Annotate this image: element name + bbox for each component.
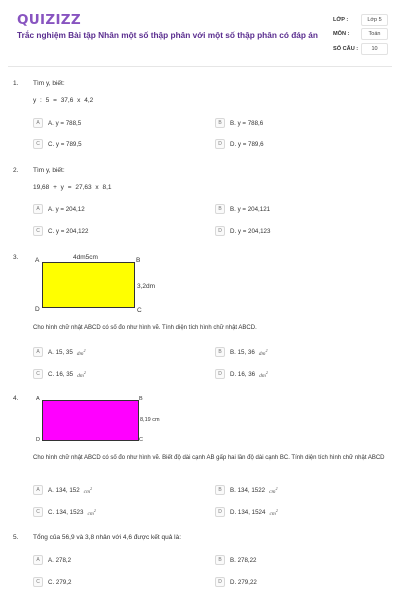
option-d[interactable] bbox=[215, 225, 270, 237]
right-side-label: 3,2dm bbox=[137, 283, 156, 290]
option-letter: B bbox=[215, 485, 225, 495]
option-letter: C bbox=[33, 369, 43, 379]
option-b[interactable] bbox=[215, 554, 257, 566]
question-prompt: Tổng của 56,9 và 3,8 nhân với 4,6 được kết quả là: bbox=[33, 534, 182, 541]
question-number: 1. bbox=[13, 80, 19, 87]
option-c[interactable] bbox=[33, 506, 96, 518]
right-side-label: 8,19 cm bbox=[140, 417, 160, 423]
option-a[interactable] bbox=[33, 346, 86, 358]
corner-b-label: B bbox=[136, 257, 141, 264]
unit-label: $dm^2$ bbox=[259, 369, 268, 379]
grade-value: Lớp 5 bbox=[361, 14, 388, 26]
option-letter: B bbox=[215, 204, 225, 214]
option-text: D. 134, 1524 bbox=[230, 508, 266, 516]
option-b[interactable] bbox=[215, 346, 268, 358]
yellow-rectangle bbox=[42, 262, 135, 308]
option-b[interactable] bbox=[215, 484, 278, 496]
subject-value: Toán bbox=[361, 28, 388, 40]
option-letter: D bbox=[215, 369, 225, 379]
option-b[interactable] bbox=[215, 117, 263, 129]
option-letter: C bbox=[33, 226, 43, 236]
option-text: B. 134, 1522 bbox=[230, 486, 266, 494]
option-letter: C bbox=[33, 507, 43, 517]
option-text: D. 16, 36 bbox=[230, 370, 256, 378]
option-letter: A bbox=[33, 118, 43, 128]
option-c[interactable] bbox=[33, 368, 86, 380]
option-letter: D bbox=[215, 139, 225, 149]
option-text: C. y = 789,5 bbox=[48, 140, 82, 148]
option-letter: C bbox=[33, 577, 43, 587]
unit-label: $dm^2$ bbox=[77, 369, 86, 379]
option-letter: B bbox=[215, 347, 225, 357]
option-text: D. y = 789,6 bbox=[230, 140, 264, 148]
option-letter: A bbox=[33, 485, 43, 495]
option-text: A. y = 204,12 bbox=[48, 205, 85, 213]
option-letter: A bbox=[33, 347, 43, 357]
option-a[interactable] bbox=[33, 554, 71, 566]
question-number: 4. bbox=[13, 395, 19, 402]
question-prompt: Tìm y, biết: bbox=[33, 167, 65, 174]
corner-d-label: D bbox=[35, 306, 40, 313]
option-d[interactable] bbox=[215, 506, 278, 518]
question-number: 5. bbox=[13, 534, 19, 541]
unit-label: $cm^2$ bbox=[269, 507, 278, 517]
question-count-value: 10 bbox=[361, 43, 388, 55]
question-number: 3. bbox=[13, 254, 19, 261]
option-text: C. 16, 35 bbox=[48, 370, 74, 378]
option-b[interactable] bbox=[215, 203, 270, 215]
unit-label: $cm^2$ bbox=[87, 507, 96, 517]
quizizz-logo: QUIZIZZ bbox=[17, 12, 81, 28]
subject-label: MÔN : bbox=[333, 31, 350, 37]
option-text: C. 279,2 bbox=[48, 578, 72, 586]
option-text: B. y = 204,121 bbox=[230, 205, 271, 213]
question-count-label: SỐ CÂU : bbox=[333, 46, 359, 52]
option-text: D. 279,22 bbox=[230, 578, 257, 586]
option-c[interactable] bbox=[33, 138, 82, 150]
option-a[interactable] bbox=[33, 484, 92, 496]
corner-c-label: C bbox=[137, 307, 142, 314]
option-text: D. y = 204,123 bbox=[230, 227, 271, 235]
unit-label: $dm^2$ bbox=[258, 347, 268, 357]
corner-d-label: D bbox=[36, 437, 40, 443]
magenta-rectangle bbox=[42, 400, 139, 441]
option-text: A. 15, 35 bbox=[48, 348, 73, 356]
option-c[interactable] bbox=[33, 576, 71, 588]
option-letter: D bbox=[215, 577, 225, 587]
unit-label: $dm^2$ bbox=[76, 347, 86, 357]
question-prompt: Tìm y, biết: bbox=[33, 80, 65, 87]
corner-c-label: C bbox=[139, 437, 143, 443]
option-letter: D bbox=[215, 507, 225, 517]
document-title: Trắc nghiệm Bài tập Nhân một số thập phân với một số thập phân có đáp án bbox=[17, 30, 318, 40]
option-letter: A bbox=[33, 204, 43, 214]
question-expression: y : 5 = 37,6 x 4,2 bbox=[33, 97, 94, 104]
unit-label: $cm^2$ bbox=[83, 485, 93, 495]
question-prompt: Cho hình chữ nhật ABCD có số đo như hình vẽ. Biết độ dài cạnh AB gấp hai lần độ dài cạnh BC. Tính diện tích hình chữ nhật ABCD bbox=[33, 455, 385, 461]
option-d[interactable] bbox=[215, 138, 264, 150]
option-text: B. y = 788,6 bbox=[230, 119, 264, 127]
grade-label: LỚP : bbox=[333, 17, 349, 23]
option-letter: C bbox=[33, 139, 43, 149]
option-text: A. 278,2 bbox=[48, 556, 72, 564]
corner-a-label: A bbox=[35, 257, 40, 264]
option-text: C. y = 204,122 bbox=[48, 227, 89, 235]
corner-a-label: A bbox=[36, 396, 40, 402]
option-d[interactable] bbox=[215, 576, 257, 588]
option-text: B. 278,22 bbox=[230, 556, 257, 564]
option-text: C. 134, 1523 bbox=[48, 508, 84, 516]
option-letter: A bbox=[33, 555, 43, 565]
corner-b-label: B bbox=[139, 396, 143, 402]
option-a[interactable] bbox=[33, 203, 85, 215]
option-a[interactable] bbox=[33, 117, 81, 129]
top-side-label: 4dm5cm bbox=[73, 254, 98, 261]
option-text: B. 15, 36 bbox=[230, 348, 255, 356]
option-text: A. y = 788,5 bbox=[48, 119, 82, 127]
question-prompt: Cho hình chữ nhật ABCD có số đo như hình vẽ. Tính diện tích hình chữ nhật ABCD. bbox=[33, 325, 257, 331]
header-divider bbox=[8, 66, 392, 67]
page-header bbox=[0, 0, 400, 64]
question-number: 2. bbox=[13, 167, 19, 174]
option-d[interactable] bbox=[215, 368, 268, 380]
option-c[interactable] bbox=[33, 225, 88, 237]
option-letter: B bbox=[215, 118, 225, 128]
option-text: A. 134, 152 bbox=[48, 486, 80, 494]
option-letter: D bbox=[215, 226, 225, 236]
option-letter: B bbox=[215, 555, 225, 565]
unit-label: $cm^2$ bbox=[269, 485, 278, 495]
question-expression: 19,68 + y = 27,63 x 8,1 bbox=[33, 184, 112, 191]
